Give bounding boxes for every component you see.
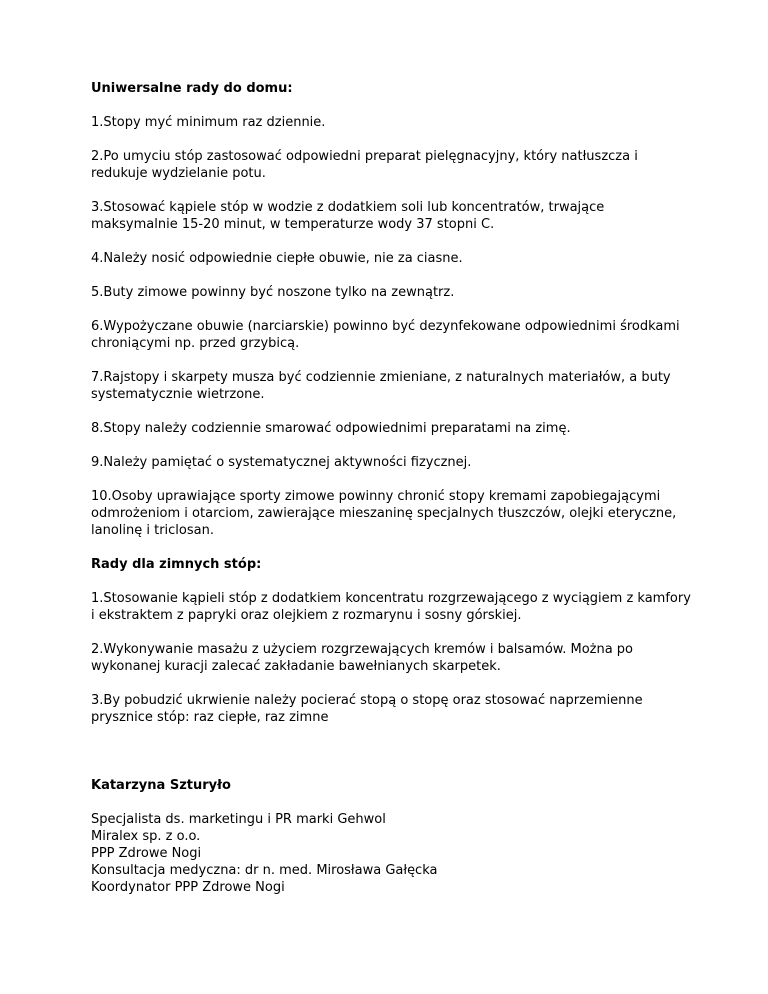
signature-line: Specjalista ds. marketingu i PR marki Gehwol [91,812,386,827]
list-item: 10.Osoby uprawiające sporty zimowe powinny chronić stopy kremami zapobiegającymi odmrożeniom i otarciom, zawierające mieszaninę specjalnych tłuszczów, olejki eteryczne, lanolinę i triclosan. [91,489,677,538]
signature-line: PPP Zdrowe Nogi [91,846,202,861]
signature-line: Miralex sp. z o.o. [91,829,201,844]
signature-line: Koordynator PPP Zdrowe Nogi [91,880,285,895]
signature-block [91,811,691,896]
list-item: 3.Stosować kąpiele stóp w wodzie z dodatkiem soli lub koncentratów, trwające maksymalnie 15-20 minut, w temperaturze wody 37 stopni C. [91,200,605,232]
list-item: 3.By pobudzić ukrwienie należy pocierać stopą o stopę oraz stosować naprzemienne prysznice stóp: raz ciepłe, raz zimne [91,693,643,725]
list-item: 7.Rajstopy i skarpety musza być codziennie zmieniane, z naturalnych materiałów, a buty systematycznie wietrzone. [91,370,671,402]
list-item: 4.Należy nosić odpowiednie ciepłe obuwie, nie za ciasne. [91,251,463,266]
signature-line: Konsultacja medyczna: dr n. med. Mirosława Gałęcka [91,863,438,878]
list-item: 1.Stosowanie kąpieli stóp z dodatkiem koncentratu rozgrzewającego z wyciągiem z kamfory i ekstraktem z papryki oraz olejkiem z rozmarynu i sosny górskiej. [91,591,691,623]
list-item: 8.Stopy należy codziennie smarować odpowiednimi preparatami na zimę. [91,421,571,436]
list-item: 6.Wypożyczane obuwie (narciarskie) powinno być dezynfekowane odpowiednimi środkami chroniącymi np. przed grzybicą. [91,319,680,351]
document-page [91,80,691,896]
list-item: 2.Wykonywanie masażu z użyciem rozgrzewających kremów i balsamów. Można po wykonanej kuracji zalecać zakładanie bawełnianych skarpetek. [91,642,634,674]
list-item: 9.Należy pamiętać o systematycznej aktywności fizycznej. [91,455,472,470]
list-item: 2.Po umyciu stóp zastosować odpowiedni preparat pielęgnacyjny, który natłuszcza i redukuje wydzielanie potu. [91,149,638,181]
section-heading-universal: Uniwersalne rady do domu: [91,81,293,96]
list-item: 1.Stopy myć minimum raz dziennie. [91,115,326,130]
signature-name: Katarzyna Szturyło [91,778,231,793]
section-heading-cold-feet: Rady dla zimnych stóp: [91,557,262,572]
list-item: 5.Buty zimowe powinny być noszone tylko na zewnątrz. [91,285,455,300]
